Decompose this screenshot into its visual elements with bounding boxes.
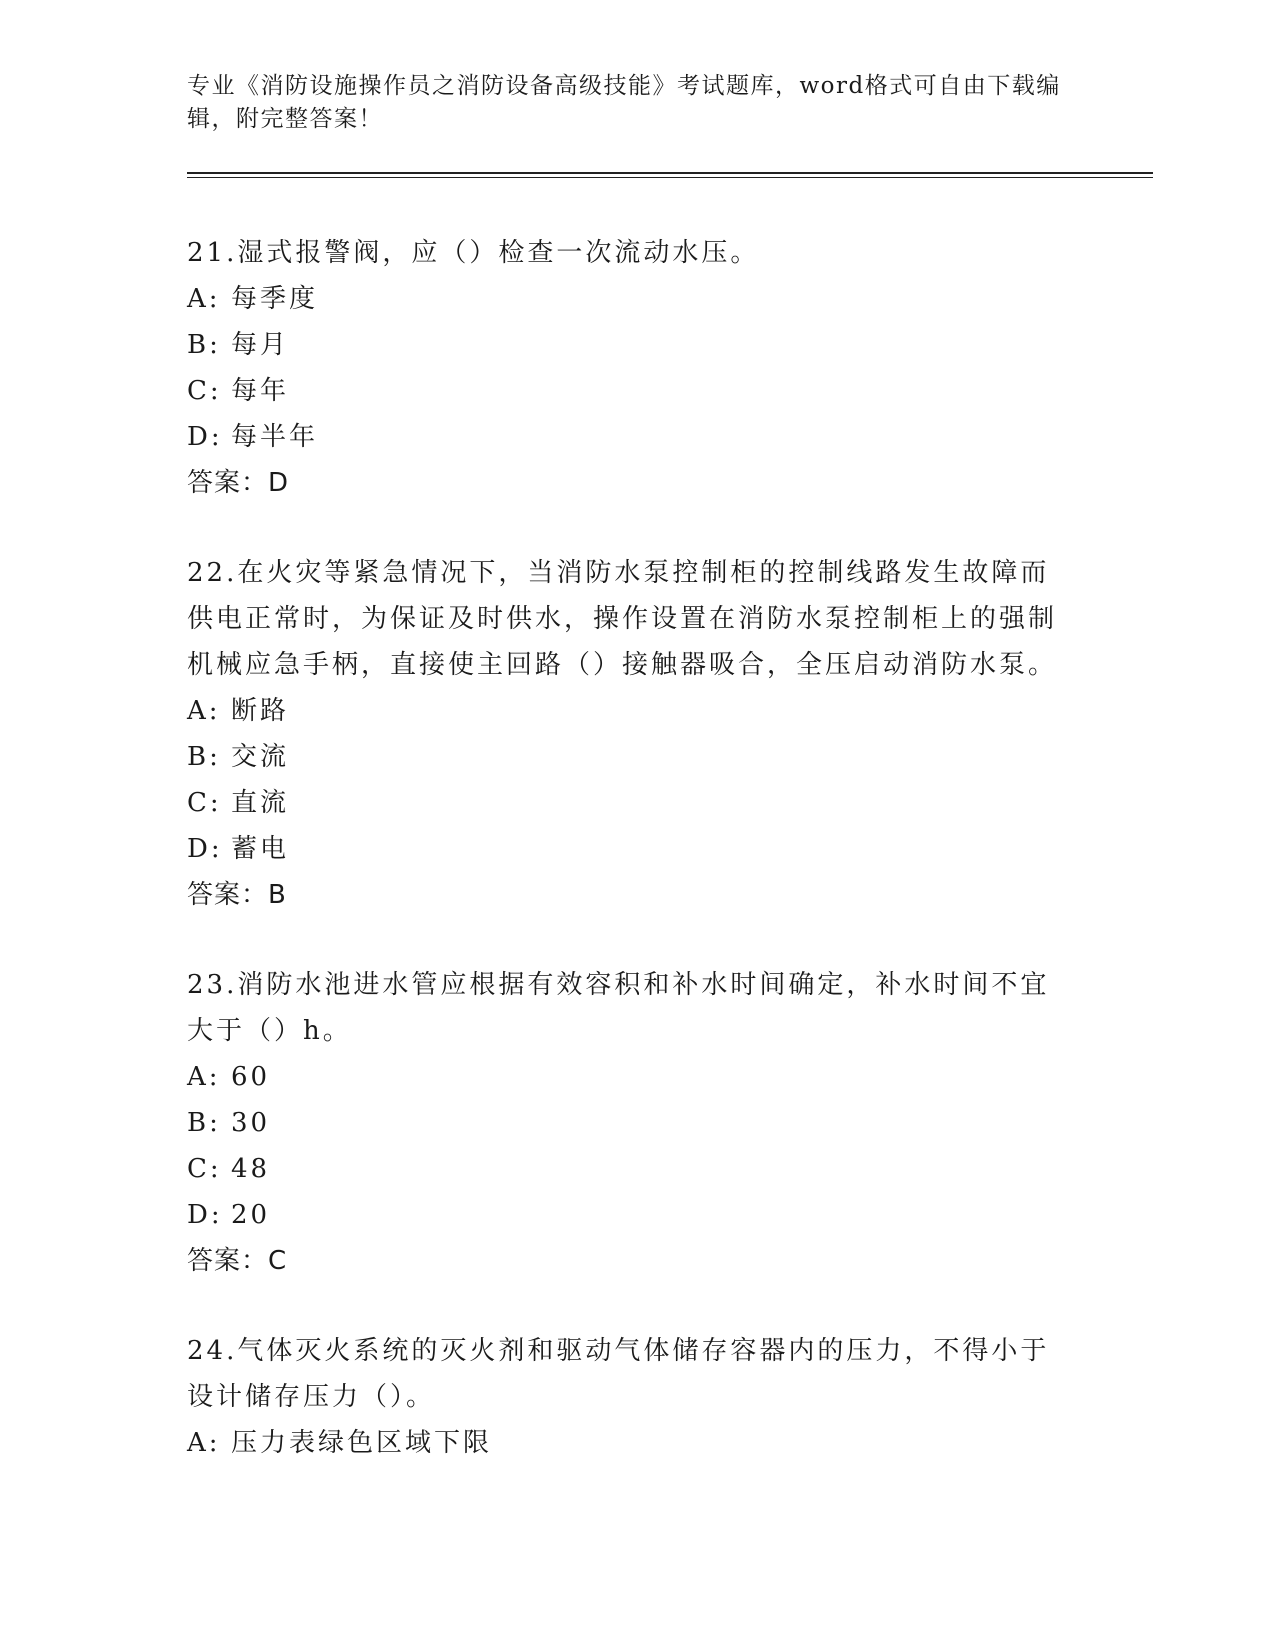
option-letter: C: (187, 376, 222, 406)
option-text: 每月 (231, 330, 290, 360)
question-23 (187, 962, 1087, 1284)
option-text: 每季度 (231, 284, 319, 314)
option-text: 断路 (231, 696, 290, 726)
option-a (187, 1054, 1087, 1100)
option-c (187, 780, 1087, 826)
option-text: 30 (231, 1108, 271, 1138)
answer-line: 答案：D (187, 468, 290, 498)
option-letter: A: (187, 696, 221, 726)
option-letter: B: (187, 742, 221, 772)
option-d (187, 414, 1087, 460)
option-letter: B: (187, 330, 221, 360)
document-page (187, 70, 1087, 1466)
answer-line: 答案：C (187, 1246, 288, 1276)
option-text: 蓄电 (231, 834, 290, 864)
option-a (187, 1420, 1087, 1466)
question-stem: 24.气体灭火系统的灭火剂和驱动气体储存容器内的压力，不得小于设计储存压力（）。 (187, 1336, 1050, 1412)
question-stem: 21.湿式报警阀，应（）检查一次流动水压。 (187, 238, 760, 268)
option-letter: D: (187, 422, 223, 452)
option-letter: C: (187, 788, 222, 818)
option-text: 直流 (231, 788, 290, 818)
option-b (187, 322, 1087, 368)
option-d (187, 1192, 1087, 1238)
option-letter: A: (187, 284, 221, 314)
header-divider (187, 172, 1153, 178)
question-stem: 23.消防水池进水管应根据有效容积和补水时间确定，补水时间不宜大于（）h。 (187, 970, 1050, 1046)
option-text: 20 (231, 1200, 271, 1230)
option-text: 每半年 (231, 422, 319, 452)
option-letter: B: (187, 1108, 221, 1138)
question-stem: 22.在火灾等紧急情况下，当消防水泵控制柜的控制线路发生故障而供电正常时，为保证及时供水，操作设置在消防水泵控制柜上的强制机械应急手柄，直接使主回路（）接触器吸合，全压启动消防水泵。 (187, 558, 1058, 680)
option-text: 60 (231, 1062, 271, 1092)
option-letter: D: (187, 834, 223, 864)
option-d (187, 826, 1087, 872)
option-c (187, 1146, 1087, 1192)
option-text: 每年 (231, 376, 290, 406)
answer-line: 答案：B (187, 880, 287, 910)
question-22 (187, 550, 1087, 918)
option-letter: A: (187, 1428, 221, 1458)
option-letter: C: (187, 1154, 222, 1184)
option-letter: A: (187, 1062, 221, 1092)
option-b (187, 1100, 1087, 1146)
option-letter: D: (187, 1200, 223, 1230)
document-header: 专业《消防设施操作员之消防设备高级技能》考试题库，word格式可自由下载编辑，附完整答案！ (187, 73, 1061, 132)
question-24 (187, 1328, 1087, 1466)
option-text: 压力表绿色区域下限 (231, 1428, 493, 1458)
option-a (187, 276, 1087, 322)
question-21 (187, 230, 1087, 506)
option-b (187, 734, 1087, 780)
option-text: 48 (231, 1154, 271, 1184)
option-c (187, 368, 1087, 414)
option-a (187, 688, 1087, 734)
option-text: 交流 (231, 742, 290, 772)
